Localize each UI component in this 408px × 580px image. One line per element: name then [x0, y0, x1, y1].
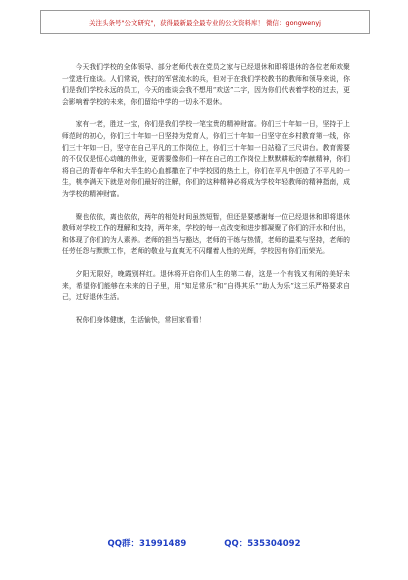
- paragraph-spiritual-wealth: 家有一老，胜过一宝，你们是我们学校一笔宝贵的精神财富。你们三十年如一日，坚持于上师范时的初心，你们三十年如一日坚持为党育人，你们三十年如一日坚守在乡村教育第一线，你们三十年如一日，坚守在自己平凡的工作岗位上，你们三十年如一日站稳了三尺讲台。教育需要的不仅仅是恒心动魄的伟业，更需要像你们一样在自己的工作岗位上默默耕耘的奉献精神，你们将自己的青春年华和大半生的心血都撒在了中学校园的热土上，你们在平凡中创造了不平凡的一生，桃李满天下就是对你们最好的注解，你们的这种精神必将成为学校年轻教师的精神指南，成为学校的精神财富。: [62, 120, 350, 198]
- paragraph-retirement-wishes: 夕阳无限好，晚霞别样红。退休将开启你们人生的第二春，这是一个有钱又有闲的美好未来，希望你们能够在未来的日子里，用“知足常乐”和“自得其乐”“助人为乐”这三乐严格要求自己，过好退休生活。: [62, 269, 350, 302]
- paragraph-closing: 祝你们身体健康，生活愉快，常回家看看！: [75, 315, 206, 324]
- paragraph-opening: 今天我们学校的全体领导、部分老师代表在党员之家与已经退休和即将退休的各位老师欢聚一堂进行座谈。人们常说，铁打的军营流水的兵，但对于在我们学校教书的教师和领导来说，你们是我们学校永远的员工，今天的座谈会我不想用“欢送”二字，因为你们代表着学校的过去，更会影响着学校的未来，你们留给中学的一切永不退休。: [62, 63, 350, 106]
- footer: [0, 537, 408, 549]
- document-body: [62, 62, 350, 337]
- footer-qq-contact: QQ：535304092: [224, 539, 301, 549]
- header-banner: [40, 10, 370, 34]
- header-banner-text: 关注头条号"公文研究"，获得最新最全最专业的公文资料库！ 微信：gongwenyj: [89, 18, 321, 27]
- paragraph-gratitude: 聚也依依，离也依依，两年的相处时间虽然短暂，但还是要感谢每一位已经退休和即将退休教师对学校工作的理解和支持，两年来，学校的每一点改变和进步都凝聚了你们的汗水和付出，和体现了你们的为人素养。老师的担当与豁达，老师的干练与热情，老师的温柔与坚持，老师的任劳任怨与默默工作，老师的敬业与直爽无不闪耀着人性的光辉，学校因有你们而荣光。: [62, 212, 350, 256]
- footer-qq-group: QQ群：31991489: [107, 539, 187, 549]
